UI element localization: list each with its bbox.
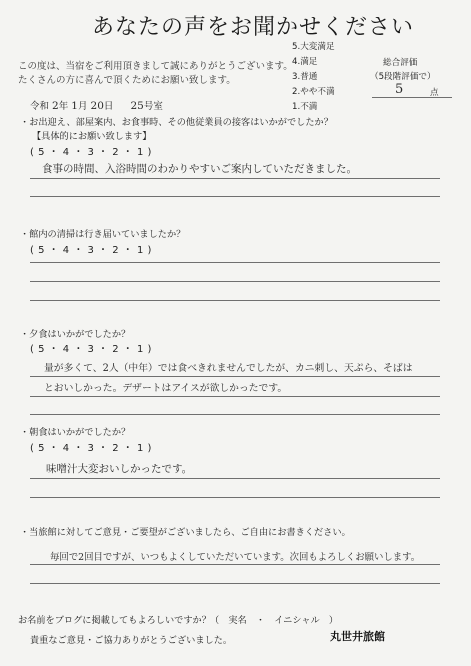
comment-staff: 食事の時間、入浴時間のわかりやすいご案内していただきました。: [42, 163, 357, 175]
scale-item-5: 5.大変満足: [292, 42, 335, 52]
date-year: 2: [52, 100, 59, 112]
thanks-message: 貴重なご意見・ご協力ありがとうございました。: [30, 635, 233, 646]
visit-date: [30, 98, 163, 112]
rating-breakfast: ( 5 ・ 4 ・ 3 ・ 2 ・ 1 ): [30, 443, 152, 454]
blog-options: （ 実名 ・ イニシャル ）: [210, 615, 339, 626]
date-month-unit: 月: [77, 101, 88, 112]
question-feedback: ・当旅館に対してご意見・ご要望がございましたら、ご自由にお書きください。: [20, 527, 351, 538]
room-unit: 号室: [143, 101, 163, 112]
scale-item-1: 1.不満: [292, 102, 318, 112]
scale-item-2: 2.やや不満: [292, 87, 335, 97]
date-month: 1: [71, 100, 78, 112]
overall-sub: （5段階評価で）: [370, 72, 436, 82]
rating-staff: ( 5 ・ 4 ・ 3 ・ 2 ・ 1 ): [30, 147, 152, 158]
question-cleaning: ・館内の清掃は行き届いていましたか？: [20, 229, 186, 240]
comment-dinner-2: とおいしかった。デザートはアイスが欲しかったです。: [44, 383, 288, 394]
overall-value: 5: [395, 82, 404, 97]
overall-label: 総合評価: [383, 58, 418, 68]
question-breakfast: ・朝食はいかがでしたか？: [20, 427, 131, 438]
question-dinner: ・夕食はいかがでしたか？: [20, 329, 131, 340]
rating-cleaning: ( 5 ・ 4 ・ 3 ・ 2 ・ 1 ): [30, 245, 152, 256]
comment-breakfast: 味噌汁大変おいしかったです。: [46, 463, 193, 475]
inn-brand: 丸世井旅館: [330, 630, 385, 643]
page-title: あなたの声をお聞かせください: [92, 15, 415, 40]
comment-feedback: 毎回で2回目ですが、いつもよくしていただいています。次回もよろしくお願いします。: [50, 552, 421, 563]
question-staff-sub: 【具体的にお願い致します】: [32, 131, 152, 142]
scale-item-4: 4.満足: [292, 57, 318, 67]
scale-item-3: 3.普通: [292, 72, 318, 82]
intro-line-2: たくさんの方に喜んで頂くためにお願い致します。: [18, 75, 236, 86]
comment-dinner-1: 量が多くて、2人（中年）では食べきれませんでしたが、カニ刺し、天ぷら、そばは: [44, 363, 413, 374]
date-day-unit: 日: [103, 101, 114, 112]
rating-dinner: ( 5 ・ 4 ・ 3 ・ 2 ・ 1 ): [30, 344, 152, 355]
overall-unit: 点: [430, 88, 439, 98]
question-staff: ・お出迎え、部屋案内、お食事時、その他従業員の接客はいかがでしたか？: [20, 117, 333, 128]
blog-question: お名前をブログに掲載してもよろしいですか？: [18, 615, 211, 626]
date-day: 20: [90, 100, 104, 112]
intro-line-1: この度は、当宿をご利用頂きまして誠にありがとうございます。: [18, 61, 293, 72]
date-year-unit: 年: [58, 101, 69, 112]
room-number: 25: [130, 100, 144, 112]
date-era: 令和: [30, 101, 50, 112]
